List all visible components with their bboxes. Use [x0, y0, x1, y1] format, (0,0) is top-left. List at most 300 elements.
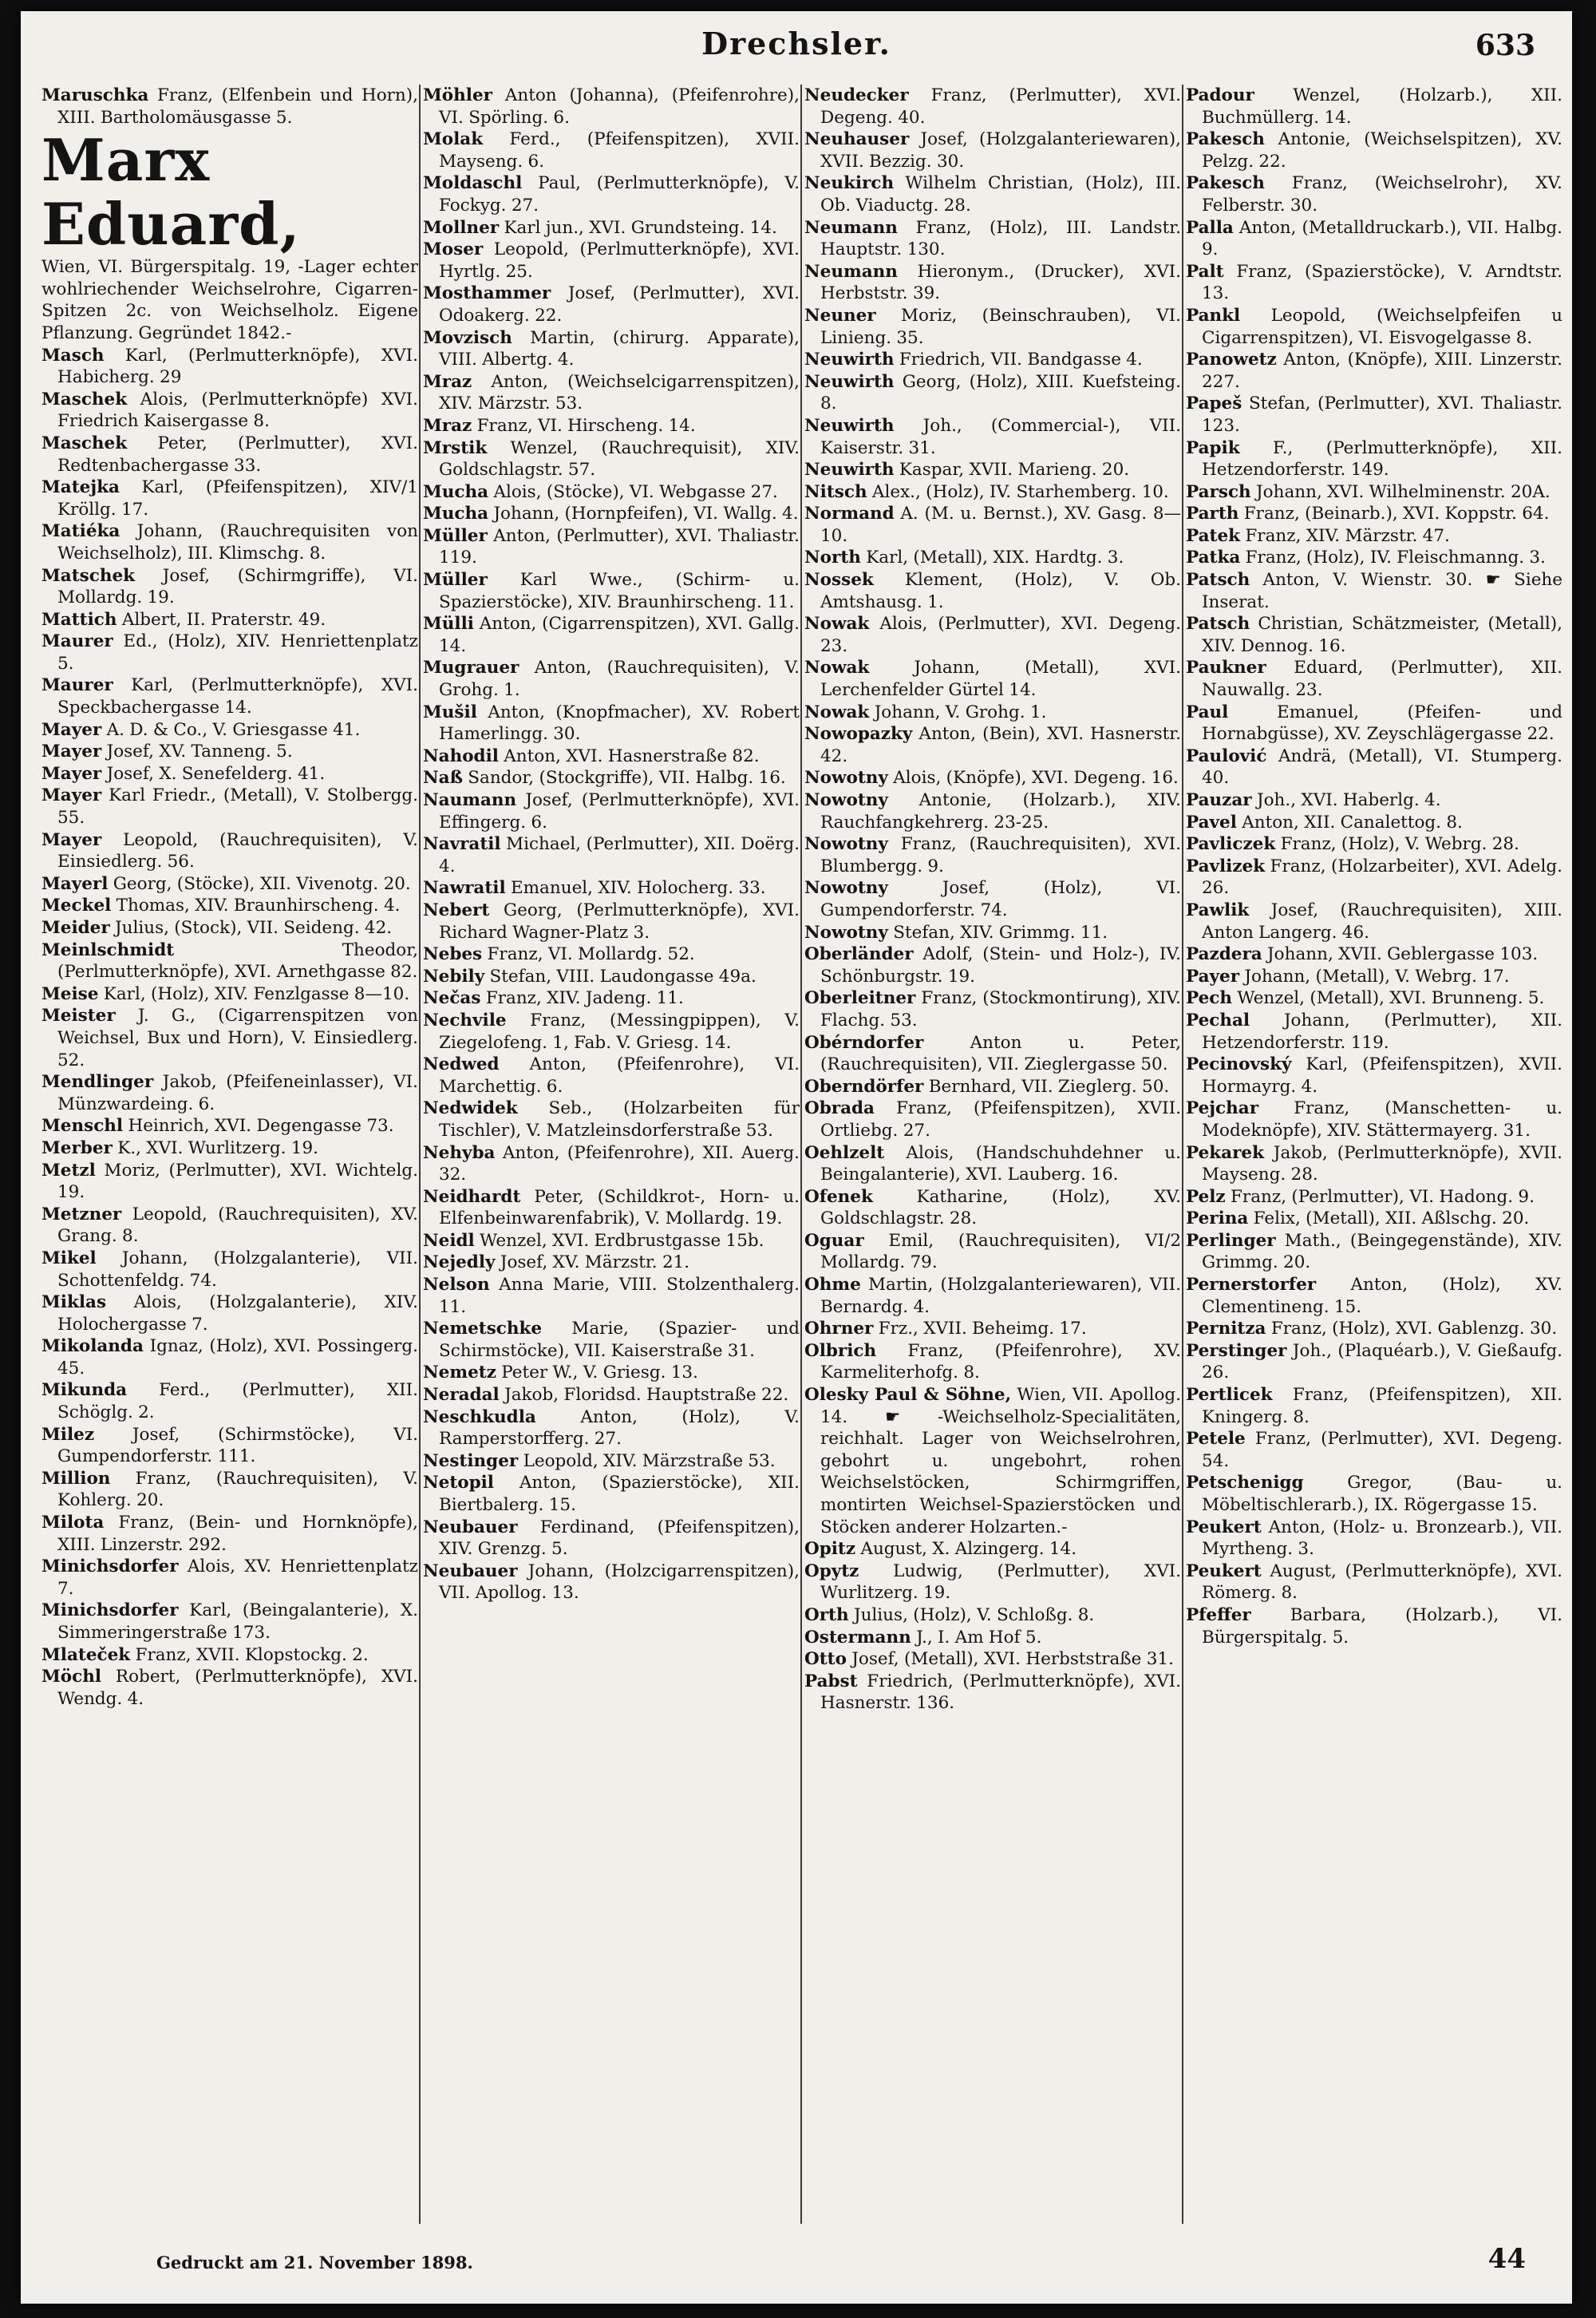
entry-details: Friedrich, VII. Bandgasse 4. — [899, 350, 1143, 370]
entry-details: Johann, XVI. Wilhelminenstr. 20A. — [1256, 481, 1551, 502]
entry-details: Anton, (Knopfmacher), XV. Robert Hamerlingg. 30. — [439, 702, 800, 745]
entry-details: Alois, (Handschuhdehner u. Beingalanterie), XVI. Lauberg. 16. — [820, 1142, 1181, 1185]
directory-entry — [804, 129, 1181, 172]
entry-name: Neuwirth — [804, 350, 895, 370]
print-date-note: Gedruckt am 21. November 1898. — [156, 2253, 473, 2273]
entry-details: Georg, (Perlmutterknöpfe), XVI. Richard Wagner-Platz 3. — [439, 900, 800, 943]
entry-details: Paul, (Perlmutterknöpfe), V. Fockyg. 27. — [439, 173, 800, 216]
entry-details: Franz, (Holz), V. Webrg. 28. — [1280, 834, 1519, 855]
entry-details: Martin, (chirurg. Apparate), VIII. Albertg. 4. — [439, 327, 800, 370]
entry-name: Nowopazky — [804, 724, 913, 745]
entry-details: Wilhelm Christian, (Holz), III. Ob. Viaductg. 28. — [820, 173, 1181, 216]
entry-name: Ostermann — [804, 1627, 911, 1648]
directory-entry — [41, 345, 418, 389]
entry-details: Anton, XVI. Hasnerstraße 82. — [504, 746, 760, 766]
column-divider — [1182, 85, 1183, 2224]
entry-details: Andrä, (Metall), VI. Stumperg. 40. — [1202, 746, 1562, 789]
entry-details: Josef, (Holzgalanteriewaren), XVII. Bezzig. 30. — [820, 129, 1181, 172]
directory-entry — [1186, 812, 1562, 834]
entry-details: Josef, (Holz), VI. Gumpendorferstr. 74. — [820, 878, 1181, 920]
entry-name: Nehyba — [423, 1142, 496, 1163]
column-1 — [41, 85, 418, 2224]
entry-details: Albert, II. Praterstr. 49. — [121, 609, 326, 630]
directory-entry — [804, 349, 1181, 371]
directory-entry — [41, 1204, 418, 1248]
entry-name: Pakesch — [1186, 129, 1265, 150]
directory-entry — [41, 1115, 418, 1137]
entry-details: Karl Friedr., (Metall), V. Stolbergg. 55. — [57, 785, 418, 829]
directory-entry — [41, 389, 418, 433]
entry-name: Müller — [423, 570, 488, 591]
directory-entry — [804, 922, 1181, 944]
directory-entry — [804, 1098, 1181, 1141]
entry-name: Pechal — [1186, 1010, 1250, 1030]
directory-entry — [1186, 1098, 1562, 1141]
entry-details: Johann, (Hornpfeifen), VI. Wallg. 4. — [493, 504, 799, 524]
entry-details: Franz, (Stockmontirung), XIV. Flachg. 53. — [820, 988, 1181, 1030]
entry-name: Nebert — [423, 900, 490, 920]
directory-entry — [804, 415, 1181, 459]
entry-name: Molak — [423, 129, 484, 150]
entry-details: Josef, (Rauchrequisiten), XIII. Anton Langerg. 46. — [1202, 900, 1562, 943]
directory-page — [21, 11, 1572, 2304]
directory-entry — [41, 674, 418, 718]
entry-name: Pavliczek — [1186, 834, 1276, 855]
directory-entry — [804, 657, 1181, 701]
entry-name: Patek — [1186, 525, 1241, 546]
entry-details: Sandor, (Stockgriffe), VII. Halbg. 16. — [468, 768, 786, 789]
entry-details: Franz, XVII. Klopstockg. 2. — [135, 1644, 369, 1665]
directory-entry — [804, 481, 1181, 504]
directory-entry — [41, 917, 418, 939]
entry-name: Nowotny — [804, 790, 888, 810]
directory-entry — [804, 1627, 1181, 1649]
directory-entry — [41, 565, 418, 609]
directory-entry — [1186, 349, 1562, 393]
directory-entry — [804, 833, 1181, 877]
directory-entry — [1186, 1010, 1562, 1054]
directory-entry-featured — [41, 126, 418, 344]
entry-name: Maurer — [41, 631, 113, 652]
directory-entry — [41, 939, 418, 983]
directory-entry — [41, 477, 418, 520]
entry-details: Leopold, (Perlmutterknöpfe), XVI. Hyrtlg. 25. — [439, 239, 800, 282]
entry-name: Nowotny — [804, 768, 888, 789]
entry-details: Stefan, (Perlmutter), XVI. Thaliastr. 123. — [1202, 394, 1562, 436]
entry-details: Marie, (Spazier- und Schirmstöcke), VII. Kaiserstraße 31. — [439, 1319, 800, 1361]
entry-name: Pakesch — [1186, 173, 1265, 194]
entry-name: Neubauer — [423, 1517, 518, 1537]
directory-entry — [41, 1600, 418, 1644]
directory-entry — [1186, 1318, 1562, 1340]
entry-name: Milota — [41, 1513, 105, 1533]
directory-entry — [1186, 569, 1562, 613]
entry-name: Mušil — [423, 702, 477, 722]
entry-name: Neradal — [423, 1385, 500, 1406]
entry-details: Franz, (Pfeifenspitzen), XVII. Ortliebg. 27. — [820, 1098, 1181, 1141]
directory-entry — [1186, 1230, 1562, 1274]
entry-name: Parth — [1186, 504, 1239, 524]
entry-details: Peter, (Perlmutter), XVI. Redtenbachergasse 33. — [57, 433, 418, 476]
entry-name: Peukert — [1186, 1517, 1262, 1537]
directory-entry — [804, 459, 1181, 481]
entry-name: Paul — [1186, 702, 1229, 722]
entry-name: Oberndörfer — [804, 1076, 924, 1097]
directory-entry — [423, 966, 800, 988]
directory-entry — [1186, 525, 1562, 548]
entry-name: Minichsdorfer — [41, 1557, 179, 1577]
entry-name: Meckel — [41, 896, 112, 916]
directory-entry — [804, 371, 1181, 415]
entry-details: Leopold, (Rauchrequisiten), V. Einsiedlerg. 56. — [57, 829, 418, 872]
directory-entry — [804, 1142, 1181, 1186]
directory-entry — [423, 1098, 800, 1141]
directory-entry — [41, 1335, 418, 1379]
entry-details: Josef, X. Senefelderg. 41. — [106, 763, 326, 784]
directory-entry — [804, 1032, 1181, 1076]
entry-name: Nebily — [423, 966, 485, 987]
entry-details: Anton, (Weichselcigarrenspitzen), XIV. Märzstr. 53. — [439, 371, 800, 414]
directory-entry — [1186, 217, 1562, 261]
directory-entry — [1186, 1054, 1562, 1098]
entry-details: F., (Perlmutterknöpfe), XII. Hetzendorferstr. 149. — [1202, 437, 1562, 481]
entry-name: Paulović — [1186, 746, 1267, 766]
entry-details: Anton, (Cigarrenspitzen), XVI. Gallg. 14. — [439, 614, 800, 656]
directory-entry — [1186, 437, 1562, 481]
directory-entry — [804, 1318, 1181, 1340]
entry-details: Franz, (Holzarbeiter), XVI. Adelg. 26. — [1202, 856, 1562, 899]
entry-details: Antonie, (Holzarb.), XIV. Rauchfangkehrerg. 23-25. — [820, 790, 1181, 833]
entry-details: Franz, VI. Hirscheng. 14. — [476, 415, 696, 436]
entry-details: Hieronym., (Drucker), XVI. Herbststr. 39. — [820, 261, 1181, 304]
entry-details: Anton, (Rauchrequisiten), V. Grohg. 1. — [439, 658, 800, 701]
entry-name: Mucha — [423, 504, 489, 524]
directory-entry — [804, 547, 1181, 569]
entry-name: Olesky Paul & Söhne, — [804, 1385, 1012, 1406]
entry-details: Anton, (Spazierstöcke), XII. Biertbalerg. 15. — [439, 1473, 800, 1515]
entry-details: Heinrich, XVI. Degengasse 73. — [128, 1116, 394, 1137]
entry-details: Alex., (Holz), IV. Starhemberg. 10. — [871, 481, 1169, 502]
column-2 — [423, 85, 800, 2224]
entry-name: Moldaschl — [423, 173, 523, 194]
entry-name: Neubauer — [423, 1560, 518, 1581]
entry-name: Oguar — [804, 1230, 864, 1251]
directory-entry — [804, 503, 1181, 547]
directory-entry — [423, 900, 800, 943]
entry-name: Nechvile — [423, 1010, 507, 1030]
entry-details: Anton, (Holz- u. Bronzearb.), VII. Myrtheng. 3. — [1202, 1517, 1562, 1560]
directory-entry — [804, 172, 1181, 216]
entry-name: Mlateček — [41, 1644, 131, 1665]
entry-details: Peter, (Schildkrot-, Horn- u. Elfenbeinwarenfabrik), V. Mollardg. 19. — [439, 1186, 800, 1229]
entry-name: Neudecker — [804, 85, 909, 105]
entry-details: Karl Wwe., (Schirm- u. Spazierstöcke), XIV. Braunhirscheng. 11. — [439, 570, 800, 612]
entry-name: Nowotny — [804, 878, 888, 899]
entry-name: Obérndorfer — [804, 1032, 924, 1053]
directory-entry — [1186, 789, 1562, 812]
column-4 — [1186, 85, 1562, 2224]
entry-name: Orth — [804, 1604, 849, 1625]
directory-entry — [41, 1644, 418, 1667]
entry-name: Nelson — [423, 1275, 490, 1295]
entry-details: Franz, XIV. Jadeng. 11. — [485, 988, 684, 1009]
directory-entry — [41, 873, 418, 896]
entry-name: Metzner — [41, 1204, 122, 1224]
directory-entry — [41, 1248, 418, 1292]
directory-entry — [804, 723, 1181, 767]
entry-name: Mrstik — [423, 437, 488, 458]
entry-name: Nawratil — [423, 878, 506, 899]
entry-name: Paukner — [1186, 658, 1266, 678]
entry-details: Adolf, (Stein- und Holz-), IV. Schönburgstr. 19. — [820, 944, 1181, 987]
entry-details: Joh., (Commercial-), VII. Kaiserstr. 31. — [820, 415, 1181, 458]
directory-entry — [1186, 1517, 1562, 1560]
entry-name: Pankl — [1186, 305, 1241, 326]
entry-details: Bernhard, VII. Zieglerg. 50. — [928, 1076, 1170, 1097]
directory-entry — [423, 1362, 800, 1384]
entry-name: Petele — [1186, 1429, 1246, 1450]
directory-entry — [423, 172, 800, 216]
entry-name: Miklas — [41, 1292, 107, 1313]
entry-details: Johann, V. Grohg. 1. — [874, 702, 1047, 722]
directory-entry — [1186, 481, 1562, 504]
entry-details: Theodor, (Perlmutterknöpfe), XVI. Arnethgasse 82. — [57, 939, 418, 983]
directory-entry — [41, 1666, 418, 1710]
directory-entry — [804, 1538, 1181, 1560]
directory-entry — [804, 85, 1181, 129]
entry-details: Georg, (Stöcke), XII. Vivenotg. 20. — [113, 873, 411, 894]
entry-details: Thomas, XIV. Braunhirscheng. 4. — [116, 896, 401, 916]
entry-name: Pazdera — [1186, 944, 1262, 965]
directory-entry — [423, 1560, 800, 1604]
entry-name: Million — [41, 1468, 111, 1489]
directory-entry — [804, 613, 1181, 657]
entry-details: Johann, (Rauchrequisiten von Weichselholz), III. Klimschg. 8. — [57, 521, 418, 564]
column-divider — [800, 85, 802, 2224]
entry-details: Franz, (Pfeifenrohre), XV. Karmeliterhofg. 8. — [820, 1340, 1181, 1383]
entry-name: Pekarek — [1186, 1142, 1264, 1163]
entry-details: Ferd., (Perlmutter), XII. Schöglg. 2. — [57, 1380, 418, 1423]
entry-details: Franz, (Manschetten- u. Modeknöpfe), XIV. Stättermayerg. 31. — [1202, 1098, 1562, 1141]
entry-name: Menschl — [41, 1116, 124, 1137]
entry-details: Johann, (Holzcigarrenspitzen), VII. Apollog. 13. — [439, 1560, 800, 1604]
directory-entry — [1186, 987, 1562, 1010]
entry-details: Alois, (Knöpfe), XVI. Degeng. 16. — [893, 768, 1179, 789]
entry-name: Palt — [1186, 261, 1224, 282]
entry-name: Matiéka — [41, 521, 120, 542]
entry-details: Emanuel, (Pfeifen- und Hornabgüsse), XV. Zeyschlägergasse 22. — [1202, 702, 1562, 745]
entry-name: Mayer — [41, 829, 102, 850]
directory-entry — [804, 702, 1181, 724]
directory-entry — [423, 767, 800, 789]
directory-entry — [804, 1274, 1181, 1318]
directory-entry — [1186, 261, 1562, 305]
entry-details: Karl jun., XVI. Grundsteing. 14. — [504, 217, 777, 238]
entry-details: Franz, (Messingpippen), V. Ziegelofeng. 1, Fab. V. Griesg. 14. — [439, 1010, 800, 1053]
entry-name: Mraz — [423, 415, 472, 436]
entry-details: Karl, (Perlmutterknöpfe), XVI. Habicherg. 29 — [57, 345, 418, 388]
entry-details: Emanuel, XIV. Holocherg. 33. — [510, 878, 766, 899]
entry-name: Papik — [1186, 437, 1240, 458]
directory-entry — [423, 789, 800, 833]
directory-entry — [804, 767, 1181, 789]
entry-name: Otto — [804, 1649, 847, 1670]
directory-entry — [41, 1468, 418, 1512]
directory-entry — [41, 895, 418, 917]
entry-details: Ludwig, (Perlmutter), XVI. Wurlitzerg. 19. — [820, 1560, 1181, 1604]
entry-details: Jakob, (Perlmutterknöpfe), XVII. Mayseng. 28. — [1202, 1142, 1562, 1185]
entry-name: Ohrner — [804, 1319, 874, 1339]
directory-entry — [423, 525, 800, 569]
entry-name: Neidl — [423, 1230, 475, 1251]
entry-name: Pernerstorfer — [1186, 1275, 1317, 1295]
entry-name: Matschek — [41, 565, 136, 586]
entry-details: Karl, (Perlmutterknöpfe), XVI. Speckbachergasse 14. — [57, 675, 418, 718]
entry-details: Johann, (Metall), XVI. Lerchenfelder Gürtel 14. — [820, 658, 1181, 701]
directory-entry — [41, 1424, 418, 1468]
entry-details: Franz, (Holz), IV. Fleischmanng. 3. — [1245, 548, 1546, 568]
entry-details: Anton, (Pfeifenrohre), VI. Marchettig. 6. — [439, 1054, 800, 1097]
directory-entry — [1186, 1560, 1562, 1604]
entry-details: Anton, V. Wienstr. 30. ☛ Siehe Inserat. — [1202, 570, 1562, 612]
entry-name: Patka — [1186, 548, 1241, 568]
entry-name: Mayerl — [41, 873, 109, 894]
entry-details: J., I. Am Hof 5. — [916, 1627, 1042, 1648]
entry-name: Neuwirth — [804, 371, 895, 392]
directory-entry — [1186, 1428, 1562, 1472]
entry-details: Franz, (Rauchrequisiten), XVI. Blumbergg. 9. — [820, 834, 1181, 876]
entry-name: Neumann — [804, 261, 898, 282]
entry-name: Meise — [41, 983, 99, 1004]
entry-name: Navratil — [423, 834, 501, 855]
entry-name: Moser — [423, 239, 484, 260]
directory-entry — [423, 1252, 800, 1274]
entry-name: Neuwirth — [804, 415, 895, 436]
directory-entry — [804, 1076, 1181, 1098]
entry-name: Normand — [804, 504, 895, 524]
directory-entry — [1186, 702, 1562, 746]
entry-details: Franz, (Holz), III. Landstr. Hauptstr. 130. — [820, 217, 1181, 260]
entry-name: North — [804, 548, 861, 568]
directory-entry — [1186, 393, 1562, 437]
entry-details: Josef, (Perlmutter), XVI. Odoakerg. 22. — [439, 283, 800, 326]
directory-entry — [423, 1450, 800, 1473]
directory-entry — [423, 371, 800, 415]
entry-name: Nowak — [804, 614, 870, 635]
entry-name: Mayer — [41, 763, 102, 784]
entry-name: Neidhardt — [423, 1186, 521, 1207]
entry-name: Meinlschmidt — [41, 939, 175, 960]
directory-entry — [804, 1186, 1181, 1230]
directory-entry — [1186, 833, 1562, 856]
entry-details: Franz, (Perlmutter), XVI. Degeng. 54. — [1202, 1429, 1562, 1471]
entry-name: Maschek — [41, 433, 128, 453]
directory-entry — [41, 631, 418, 674]
directory-entry — [804, 943, 1181, 987]
directory-entry — [41, 785, 418, 829]
entry-details: Anton, (Holz), V. Ramperstorfferg. 27. — [439, 1406, 800, 1450]
directory-entry — [41, 1292, 418, 1335]
entry-details: A. D. & Co., V. Griesgasse 41. — [106, 719, 361, 740]
entry-details: Stefan, VIII. Laudongasse 49a. — [489, 966, 757, 987]
entry-name: Mraz — [423, 371, 472, 392]
entry-details: Anton, (Holz), XV. Clementineng. 15. — [1202, 1275, 1562, 1317]
directory-entry — [804, 1384, 1181, 1538]
entry-name: Mülli — [423, 614, 474, 635]
entry-details: Anton, (Pfeifenrohre), XII. Auerg. 32. — [439, 1142, 800, 1185]
entry-name: Mikunda — [41, 1380, 128, 1401]
entry-name: Nemetschke — [423, 1319, 543, 1339]
entry-details: Frz., XVII. Beheimg. 17. — [878, 1319, 1087, 1339]
directory-entry — [804, 1560, 1181, 1604]
entry-name: Mucha — [423, 481, 489, 502]
entry-details: Ignaz, (Holz), XVI. Possingerg. 45. — [57, 1336, 418, 1379]
column-3 — [804, 85, 1181, 2224]
directory-entry — [423, 1274, 800, 1318]
entry-details: Franz, (Weichselrohr), XV. Felberstr. 30. — [1202, 173, 1562, 216]
entry-details: Franz, (Spazierstöcke), V. Arndtstr. 13. — [1202, 261, 1562, 304]
directory-entry — [423, 1054, 800, 1098]
entry-name: Ofenek — [804, 1186, 873, 1207]
entry-details: Franz, XIV. Märzstr. 47. — [1245, 525, 1450, 546]
entry-name: Nowotny — [804, 834, 888, 855]
directory-entry — [804, 569, 1181, 613]
entry-details: Alois, (Perlmutterknöpfe) XVI. Friedrich Kaisergasse 8. — [57, 389, 418, 432]
entry-details: Leopold, XIV. Märzstraße 53. — [523, 1450, 776, 1471]
entry-name: Marx Eduard, — [41, 126, 301, 259]
directory-entry — [423, 657, 800, 701]
directory-entry — [423, 1142, 800, 1186]
entry-details: Anton, XII. Canalettog. 8. — [1242, 812, 1463, 833]
directory-entry — [804, 1340, 1181, 1384]
directory-entry — [1186, 1274, 1562, 1318]
entry-details: Josef, (Perlmutterknöpfe), XVI. Effingerg. 6. — [439, 790, 800, 833]
entry-name: Nedwed — [423, 1054, 500, 1075]
entry-name: Mikolanda — [41, 1336, 144, 1357]
entry-details: Wenzel, XVI. Erdbrustgasse 15b. — [480, 1230, 764, 1251]
entry-name: Nejedly — [423, 1252, 496, 1273]
directory-entry — [423, 702, 800, 746]
entry-details: Anton (Johanna), (Pfeifenrohre), VI. Spörling. 6. — [439, 85, 800, 128]
directory-entry — [41, 1005, 418, 1071]
entry-details: Math., (Beingegenstände), XIV. Grimmg. 20. — [1202, 1230, 1562, 1273]
entry-details: Joh., (Plaquéarb.), V. Gießaufg. 26. — [1202, 1340, 1562, 1383]
directory-entry — [423, 877, 800, 900]
entry-details: Wien, VI. Bürgerspitalg. 19, -Lager echter wohlriechender Weichselrohre, Cigarren-Spitzen 2c. von Weichselholz. Eigene Pflanzung. Gegründet 1842.- — [41, 257, 418, 343]
entry-details: Christian, Schätzmeister, (Metall), XIV. Dennog. 16. — [1202, 614, 1562, 656]
entry-name: Netopil — [423, 1473, 494, 1493]
directory-entry — [41, 609, 418, 631]
directory-entry — [1186, 943, 1562, 966]
entry-details: Josef, (Metall), XVI. Herbststraße 31. — [851, 1649, 1174, 1670]
directory-entry — [804, 987, 1181, 1031]
entry-details: Katharine, (Holz), XV. Goldschlagstr. 28. — [820, 1186, 1181, 1229]
entry-name: Nowak — [804, 702, 870, 722]
entry-details: Felix, (Metall), XII. Aßlschg. 20. — [1253, 1208, 1530, 1229]
entry-name: Nestinger — [423, 1450, 519, 1471]
directory-entry — [41, 85, 418, 129]
entry-name: Neuhauser — [804, 129, 910, 150]
entry-details: Moriz, (Perlmutter), XVI. Wichtelg. 19. — [57, 1160, 418, 1203]
entry-details: Georg, (Holz), XIII. Kuefsteing. 8. — [820, 371, 1181, 414]
entry-details: Karl, (Beingalanterie), X. Simmeringerstraße 173. — [57, 1600, 418, 1643]
directory-entry — [1186, 85, 1562, 129]
entry-details: Alois, (Perlmutter), XVI. Degeng. 23. — [820, 614, 1181, 656]
directory-entry — [41, 433, 418, 477]
directory-entry — [423, 943, 800, 966]
entry-details: Leopold, (Weichselpfeifen u Cigarrenspitzen), VI. Eisvogelgasse 8. — [1202, 305, 1562, 348]
entry-name: Opytz — [804, 1560, 859, 1581]
